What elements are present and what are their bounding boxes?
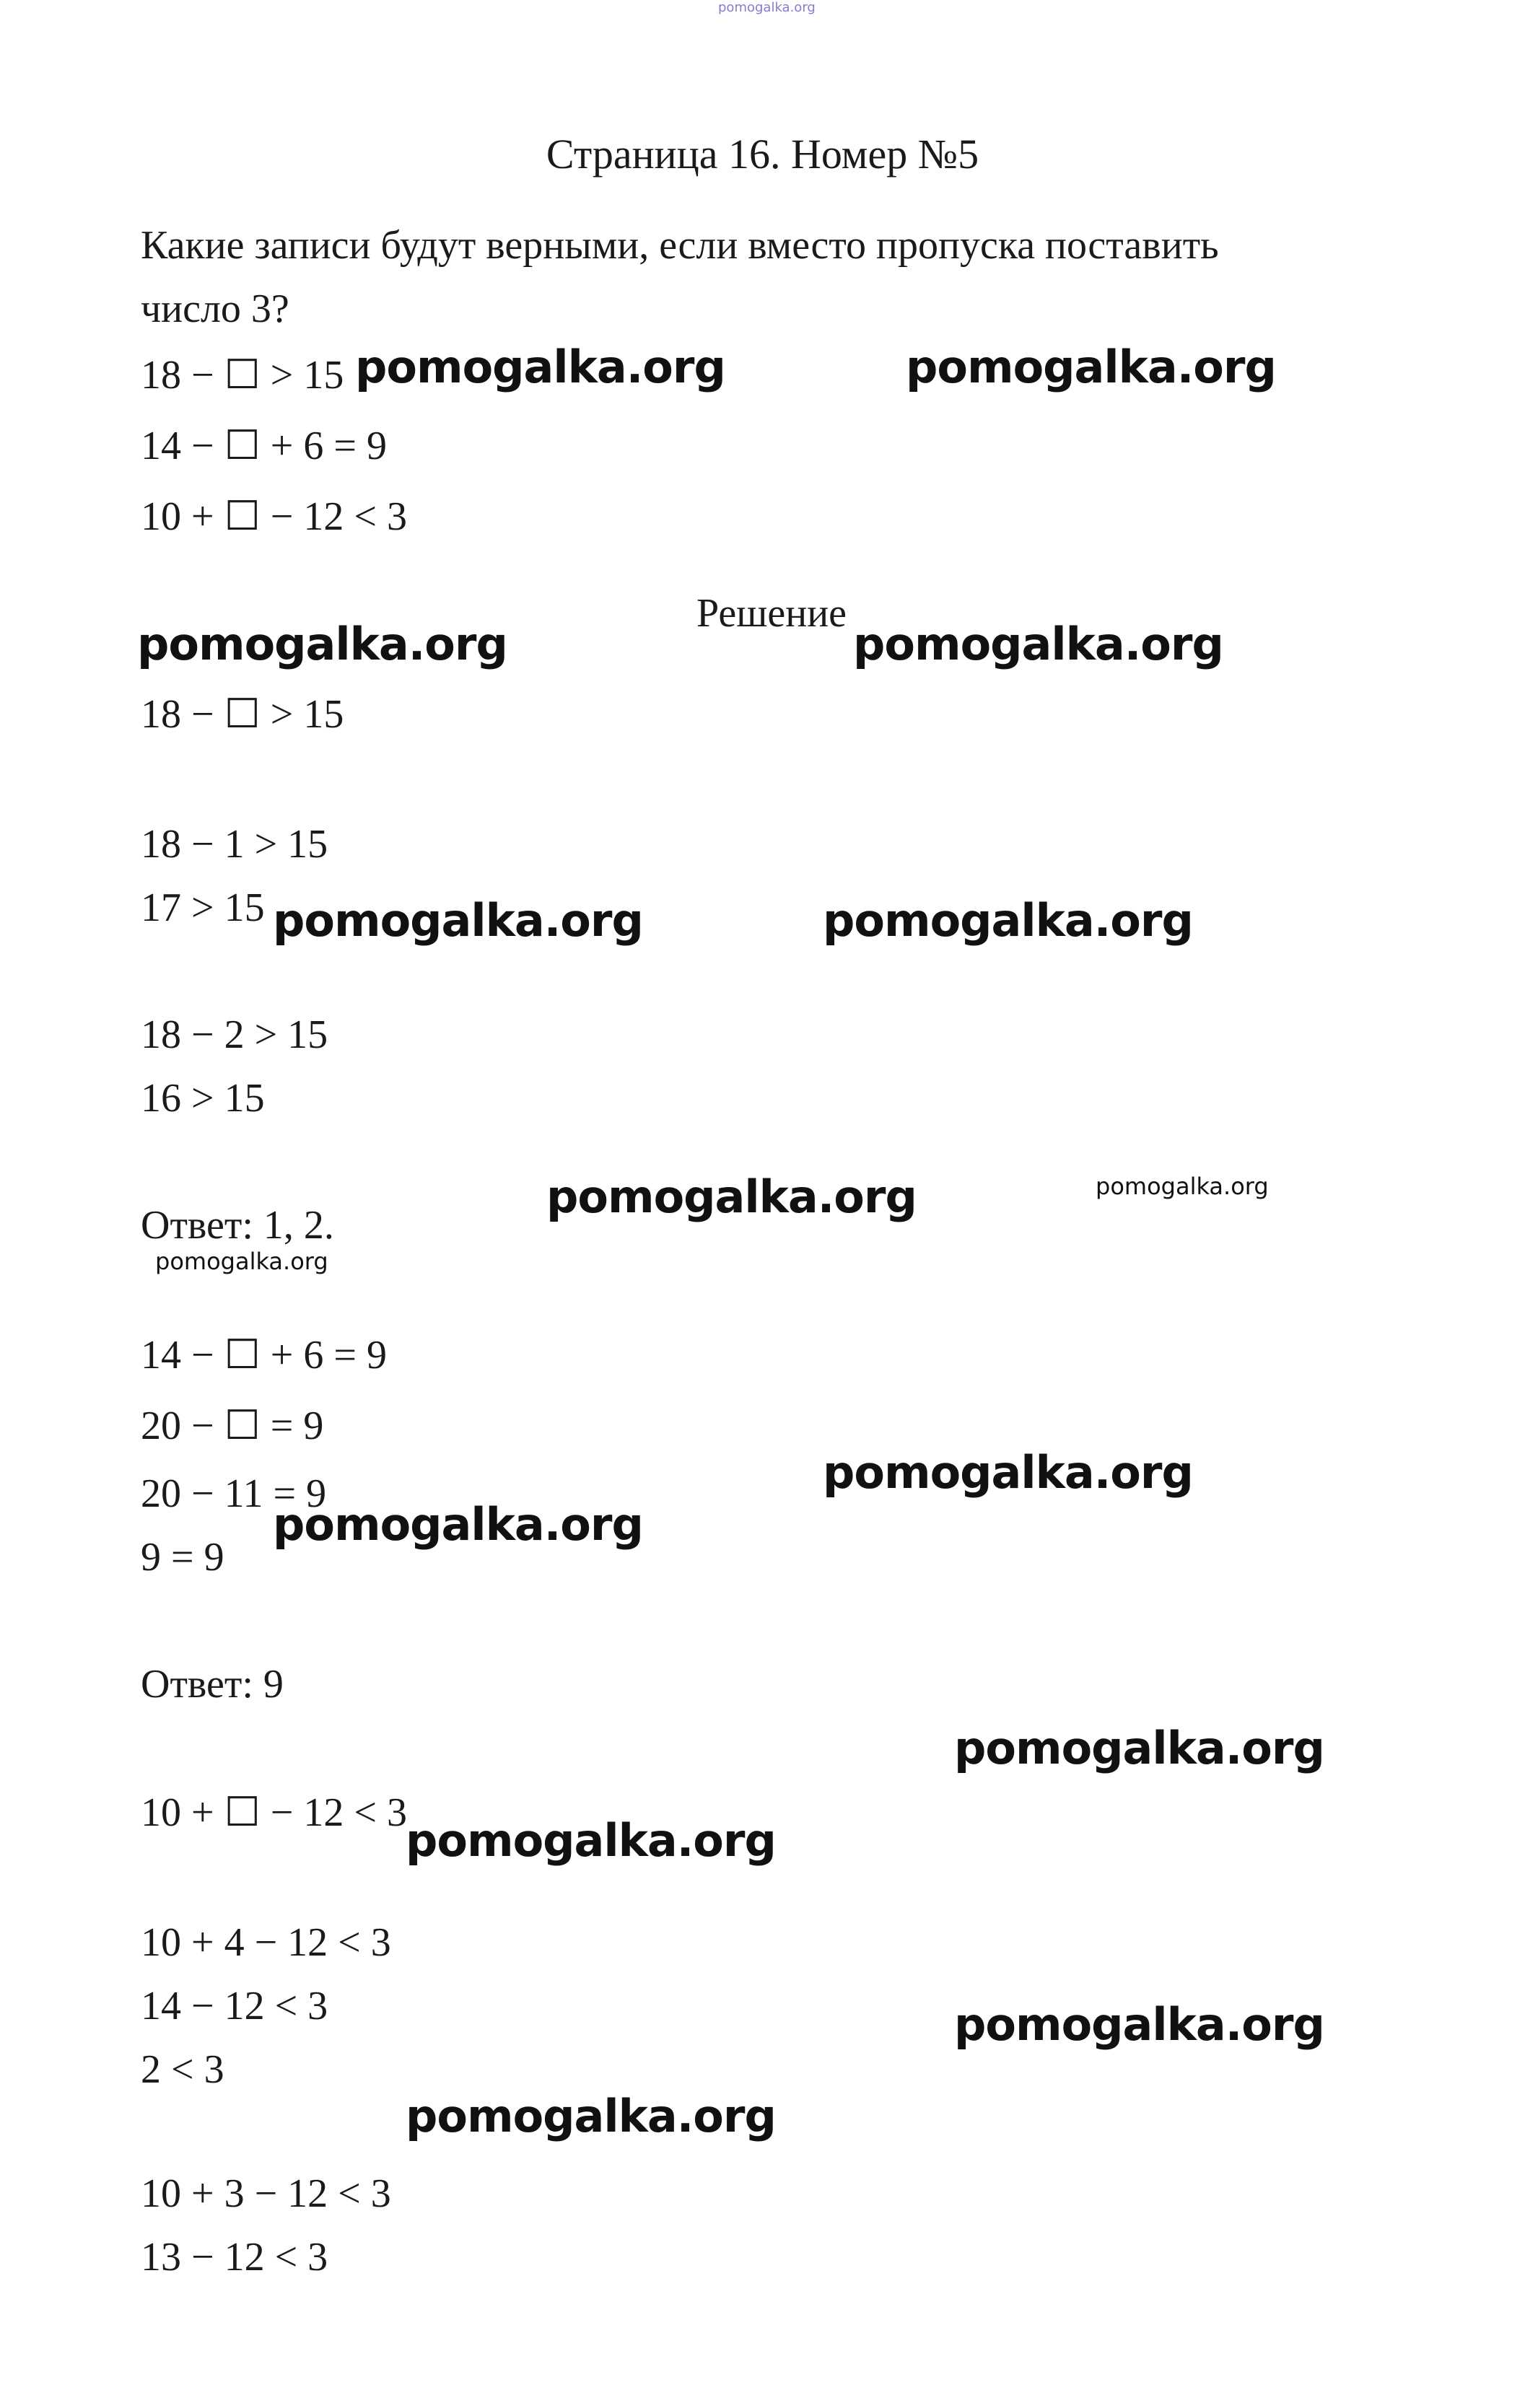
watermark-small: pomogalka.org <box>155 1248 328 1275</box>
watermark: pomogalka.org <box>137 618 507 670</box>
top-watermark: pomogalka.org <box>718 0 816 15</box>
part1-try2-expression: 18 − 2 > 15 <box>141 1012 328 1057</box>
part1-try2-result: 16 > 15 <box>141 1076 265 1121</box>
watermark: pomogalka.org <box>406 2090 776 2142</box>
watermark: pomogalka.org <box>546 1170 917 1223</box>
part3-try1-result: 2 < 3 <box>141 2047 224 2092</box>
watermark: pomogalka.org <box>906 341 1276 393</box>
solution-heading: Решение <box>696 591 847 636</box>
watermark: pomogalka.org <box>273 1498 643 1551</box>
part3-try1-step: 14 − 12 < 3 <box>141 1984 328 2028</box>
part2-answer: Ответ: 9 <box>141 1662 284 1707</box>
watermark: pomogalka.org <box>954 1722 1324 1774</box>
part3-try1-expression: 10 + 4 − 12 < 3 <box>141 1920 391 1965</box>
part2-given: 14 − ☐ + 6 = 9 <box>141 1333 387 1378</box>
part1-answer: Ответ: 1, 2. <box>141 1203 334 1248</box>
watermark: pomogalka.org <box>406 1814 776 1867</box>
part1-try1-result: 17 > 15 <box>141 885 265 930</box>
task-expression-3: 10 + ☐ − 12 < 3 <box>141 494 407 539</box>
task-question-line2: число 3? <box>141 286 289 331</box>
part3-try2-result: 13 − 12 < 3 <box>141 2235 328 2280</box>
watermark: pomogalka.org <box>954 1998 1324 2051</box>
watermark: pomogalka.org <box>355 341 725 393</box>
part3-given: 10 + ☐ − 12 < 3 <box>141 1790 407 1835</box>
watermark: pomogalka.org <box>853 618 1223 670</box>
task-expression-1: 18 − ☐ > 15 <box>141 353 344 398</box>
watermark-small: pomogalka.org <box>1096 1173 1269 1200</box>
watermark: pomogalka.org <box>823 1446 1193 1499</box>
page-title: Страница 16. Номер №5 <box>546 131 979 178</box>
watermark: pomogalka.org <box>823 894 1193 947</box>
part2-step2: 20 − 11 = 9 <box>141 1471 327 1516</box>
part1-given: 18 − ☐ > 15 <box>141 692 344 737</box>
part3-try2-expression: 10 + 3 − 12 < 3 <box>141 2171 391 2216</box>
task-expression-2: 14 − ☐ + 6 = 9 <box>141 424 387 468</box>
part1-try1-expression: 18 − 1 > 15 <box>141 822 328 867</box>
watermark: pomogalka.org <box>273 894 643 947</box>
part2-step3: 9 = 9 <box>141 1535 224 1580</box>
task-question-line1: Какие записи будут верными, если вместо пропуска поставить <box>141 223 1219 268</box>
part2-step1: 20 − ☐ = 9 <box>141 1404 324 1448</box>
